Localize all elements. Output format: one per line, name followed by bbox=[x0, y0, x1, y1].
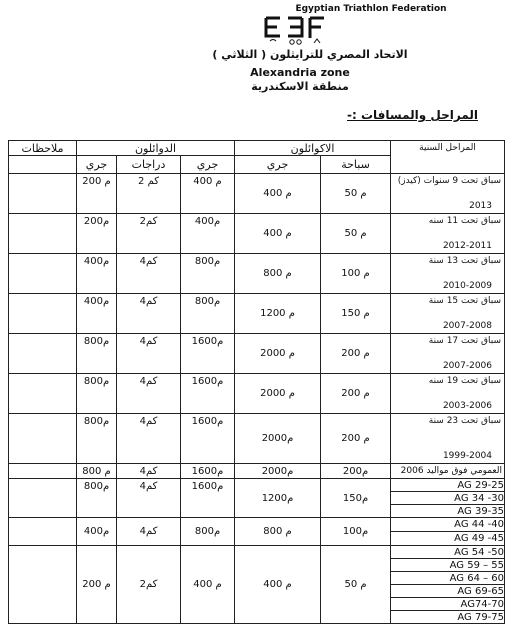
aquathlon-run-cell: 1200م bbox=[235, 479, 321, 518]
ag-label: AG 59 – 55 bbox=[391, 559, 505, 572]
duathlon-header: الدوائلون bbox=[77, 141, 235, 156]
aquathlon-swim-cell: 50 م bbox=[321, 546, 391, 624]
section-title: المراحل والمسافات :- bbox=[347, 108, 478, 122]
birth-years: 2013 bbox=[469, 201, 493, 211]
duathlon-run1-cell: 1600م bbox=[181, 479, 235, 518]
notes-cell bbox=[9, 464, 77, 479]
notes-header: ملاحظات bbox=[9, 141, 77, 156]
federation-name-ar: الاتحاد المصري للترايثلون ( الثلاثي ) bbox=[212, 48, 408, 61]
aquathlon-swim-cell: 200م bbox=[321, 464, 391, 479]
duathlon-run1-cell: 1600م bbox=[181, 334, 235, 374]
age-group-label: سباق تحت 13 سنة bbox=[428, 256, 502, 266]
ag-label: AG 44 -40 bbox=[391, 518, 505, 532]
ag-label: AG 79-75 bbox=[391, 611, 505, 624]
table-row bbox=[9, 334, 505, 374]
aquathlon-swim-cell: 100 م bbox=[321, 254, 391, 294]
distances-table bbox=[8, 140, 505, 624]
age-group-label: سباق تحت 15 سنة bbox=[428, 296, 502, 306]
age-group-cell bbox=[391, 334, 505, 374]
duathlon-run1-cell: 400 م bbox=[181, 546, 235, 624]
ag-label: AG 69-65 bbox=[391, 585, 505, 598]
duathlon-run2-cell: 200 م bbox=[77, 546, 117, 624]
notes-cell bbox=[9, 414, 77, 464]
age-group-label: سباق تحت 17 سنة bbox=[428, 336, 502, 346]
aquathlon-swim-header: سباحة bbox=[321, 156, 391, 174]
duathlon-run1-cell: 800م bbox=[181, 518, 235, 546]
aquathlon-swim-cell: 200 م bbox=[321, 334, 391, 374]
aquathlon-header: الاكوائلون bbox=[235, 141, 391, 156]
duathlon-run1-cell: 1600م bbox=[181, 464, 235, 479]
notes-cell bbox=[9, 254, 77, 294]
birth-years: 2010-2009 bbox=[442, 281, 493, 291]
duathlon-run2-cell: 800م bbox=[77, 334, 117, 374]
zone-name-en: Alexandria zone bbox=[250, 66, 350, 79]
notes-cell bbox=[9, 214, 77, 254]
age-group-label: سباق تحت 19 سنه bbox=[428, 376, 502, 386]
duathlon-run2-header: جري bbox=[77, 156, 117, 174]
birth-years: 2007-2006 bbox=[442, 361, 493, 371]
notes-subheader bbox=[9, 156, 77, 174]
table-row bbox=[9, 374, 505, 414]
duathlon-run1-cell: 800م bbox=[181, 254, 235, 294]
table-row bbox=[9, 214, 505, 254]
table-row bbox=[9, 254, 505, 294]
aquathlon-swim-cell: 200 م bbox=[321, 414, 391, 464]
age-groups-header: المراحل السنية bbox=[391, 141, 505, 174]
birth-years: 2012-2011 bbox=[442, 241, 493, 251]
table-row bbox=[9, 414, 505, 464]
age-group-cell bbox=[391, 174, 505, 214]
duathlon-bike-cell: 4كم bbox=[117, 479, 181, 518]
duathlon-bike-cell: 4كم bbox=[117, 254, 181, 294]
duathlon-bike-header: دراجات bbox=[117, 156, 181, 174]
aquathlon-run-header: جري bbox=[235, 156, 321, 174]
aquathlon-swim-cell: 100م bbox=[321, 518, 391, 546]
aquathlon-swim-cell: 150 م bbox=[321, 294, 391, 334]
duathlon-run1-cell: 400 م bbox=[181, 174, 235, 214]
birth-years: 2003-2006 bbox=[442, 401, 493, 411]
duathlon-bike-cell: 2كم bbox=[117, 546, 181, 624]
table-row-ag bbox=[9, 546, 505, 559]
aquathlon-run-cell: 400 م bbox=[235, 546, 321, 624]
aquathlon-run-cell: 800 م bbox=[235, 518, 321, 546]
aquathlon-swim-cell: 200 م bbox=[321, 374, 391, 414]
age-group-label: سباق تحت 11 سنه bbox=[428, 216, 502, 226]
aquathlon-run-cell: 2000 م bbox=[235, 334, 321, 374]
ag-label: AG 49 -45 bbox=[391, 532, 505, 546]
duathlon-bike-cell: 4كم bbox=[117, 334, 181, 374]
aquathlon-swim-cell: 150م bbox=[321, 479, 391, 518]
aquathlon-run-cell: 2000م bbox=[235, 414, 321, 464]
duathlon-run2-cell: 400م bbox=[77, 294, 117, 334]
notes-cell bbox=[9, 294, 77, 334]
duathlon-run1-cell: 800م bbox=[181, 294, 235, 334]
aquathlon-run-cell: 1200 م bbox=[235, 294, 321, 334]
duathlon-bike-cell: 4كم bbox=[117, 414, 181, 464]
ag-label: AG 39-35 bbox=[391, 505, 505, 518]
ag-label: AG 64 – 60 bbox=[391, 572, 505, 585]
duathlon-run2-cell: 400م bbox=[77, 518, 117, 546]
notes-cell bbox=[9, 479, 77, 518]
duathlon-run2-cell: 200 م bbox=[77, 174, 117, 214]
table-row bbox=[9, 294, 505, 334]
birth-years: 2007-2008 bbox=[442, 321, 493, 331]
table-row bbox=[9, 174, 505, 214]
aquathlon-run-cell: 2000 م bbox=[235, 374, 321, 414]
duathlon-bike-cell: 4كم bbox=[117, 518, 181, 546]
aquathlon-swim-cell: 50 م bbox=[321, 174, 391, 214]
duathlon-run1-header: جري bbox=[181, 156, 235, 174]
age-group-cell bbox=[391, 374, 505, 414]
duathlon-run2-cell: 800 م bbox=[77, 464, 117, 479]
duathlon-bike-cell: 4كم bbox=[117, 294, 181, 334]
duathlon-run2-cell: 200م bbox=[77, 214, 117, 254]
ag-label: AG 29-25 bbox=[391, 479, 505, 492]
ag-label: AG 34 -30 bbox=[391, 492, 505, 505]
duathlon-bike-cell: 2كم bbox=[117, 214, 181, 254]
ag-label: AG74-70 bbox=[391, 598, 505, 611]
age-group-cell bbox=[391, 294, 505, 334]
duathlon-run2-cell: 800م bbox=[77, 414, 117, 464]
aquathlon-swim-cell: 50 م bbox=[321, 214, 391, 254]
age-group-cell bbox=[391, 414, 505, 464]
age-group-label: سباق تحت 23 سنة bbox=[428, 416, 502, 426]
ag-label: AG 54 -50 bbox=[391, 546, 505, 559]
age-group-cell bbox=[391, 254, 505, 294]
age-group-cell: العمومي فوق مواليد 2006 bbox=[391, 464, 505, 479]
aquathlon-run-cell: 400 م bbox=[235, 214, 321, 254]
aquathlon-run-cell: 2000م bbox=[235, 464, 321, 479]
table-row-general bbox=[9, 464, 505, 479]
notes-cell bbox=[9, 174, 77, 214]
aquathlon-run-cell: 400 م bbox=[235, 174, 321, 214]
zone-name-ar: منطقة الاسكندرية bbox=[251, 80, 349, 93]
duathlon-bike-cell: 4كم bbox=[117, 374, 181, 414]
duathlon-run1-cell: 400م bbox=[181, 214, 235, 254]
table-row-ag bbox=[9, 518, 505, 532]
notes-cell bbox=[9, 374, 77, 414]
notes-cell bbox=[9, 334, 77, 374]
duathlon-run2-cell: 800م bbox=[77, 374, 117, 414]
birth-years: 1999-2004 bbox=[442, 451, 493, 461]
table-row-ag bbox=[9, 479, 505, 492]
age-group-cell bbox=[391, 214, 505, 254]
duathlon-run1-cell: 1600م bbox=[181, 374, 235, 414]
aquathlon-run-cell: 800 م bbox=[235, 254, 321, 294]
federation-name-en: Egyptian Triathlon Federation bbox=[295, 4, 447, 14]
duathlon-run1-cell: 1600م bbox=[181, 414, 235, 464]
notes-cell bbox=[9, 546, 77, 624]
duathlon-run2-cell: 400م bbox=[77, 254, 117, 294]
age-group-label: سباق تحت 9 سنوات (كيدز) bbox=[397, 176, 502, 186]
duathlon-bike-cell: 2 كم bbox=[117, 174, 181, 214]
notes-cell bbox=[9, 518, 77, 546]
duathlon-bike-cell: 4كم bbox=[117, 464, 181, 479]
duathlon-run2-cell: 800م bbox=[77, 479, 117, 518]
federation-logo bbox=[262, 14, 328, 46]
